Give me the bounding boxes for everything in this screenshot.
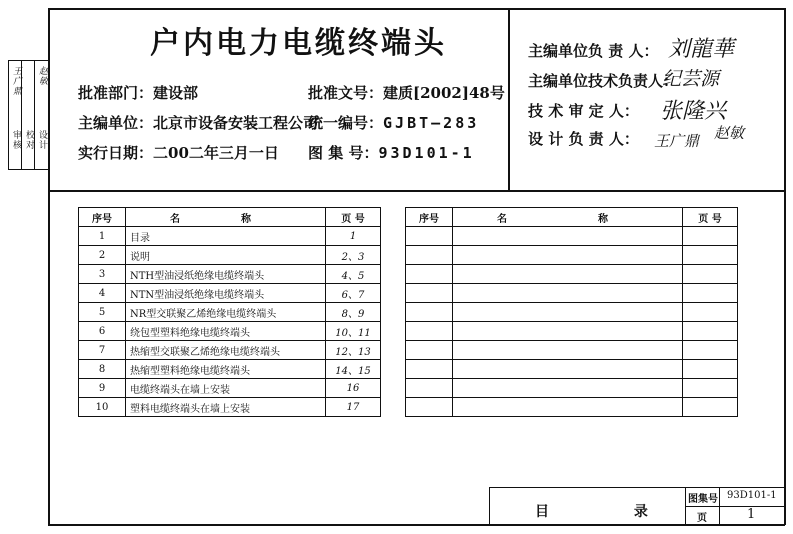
- toc-left-row-name: 绕包型塑料绝缘电缆终端头: [126, 322, 326, 341]
- resp-signature-4b: 赵敏: [714, 124, 745, 142]
- toc-left-row-page: 8、9: [326, 303, 381, 322]
- toc-right-row-no: [406, 246, 453, 265]
- resp-signature-2: 纪芸源: [662, 68, 720, 90]
- unified-no-value: GJBT—283: [383, 114, 480, 132]
- toc-left-row-name: NR型交联聚乙烯绝缘电缆终端头: [126, 303, 326, 322]
- toc-right-row-page: [683, 341, 738, 360]
- resp-label-4: 设 计 负 责 人：: [528, 130, 639, 148]
- header-vdivider: [508, 8, 510, 191]
- table-row: [406, 379, 738, 398]
- atlas-no: [308, 142, 475, 163]
- toc-left-row-no: 4: [79, 284, 126, 303]
- toc-right-row-no: [406, 379, 453, 398]
- resp-label-2: 主编单位技术负责人：: [528, 72, 679, 90]
- toc-right-table: [405, 207, 738, 417]
- margin-strip-sig2: 赵敏: [37, 66, 47, 86]
- footer-page-value: 1: [747, 507, 756, 522]
- toc-right-row-name: [453, 398, 683, 417]
- toc-left-row-no: 1: [79, 227, 126, 246]
- toc-left-row-page: 12、13: [326, 341, 381, 360]
- toc-left-header-no: 序号: [79, 208, 126, 227]
- resp-signature-1: 刘龍華: [668, 37, 735, 62]
- toc-left-row-name: 塑料电缆终端头在墙上安装: [126, 398, 326, 417]
- toc-left-row-name: 目录: [126, 227, 326, 246]
- approval-doc: 批准文号：建质[2002]48号: [308, 84, 505, 102]
- toc-right-row-name: [453, 265, 683, 284]
- toc-right-header: [406, 208, 738, 227]
- table-row: [406, 398, 738, 417]
- toc-right-row-name: [453, 246, 683, 265]
- toc-right-row-name: [453, 303, 683, 322]
- atlas-no-value: 93D101-1: [378, 144, 475, 162]
- toc-left-row-name: 说明: [126, 246, 326, 265]
- toc-left-row-no: 10: [79, 398, 126, 417]
- resp-label-3: 技 术 审 定 人：: [528, 102, 639, 120]
- toc-left-header: [79, 208, 381, 227]
- toc-left-row-name: 电缆终端头在墙上安装: [126, 379, 326, 398]
- toc-right-row-no: [406, 227, 453, 246]
- toc-right-row-name: [453, 379, 683, 398]
- toc-right-header-name-b: 称: [598, 213, 608, 225]
- table-row: [79, 398, 381, 417]
- toc-right-row-no: [406, 322, 453, 341]
- toc-right-header-page: 页 号: [683, 208, 738, 227]
- toc-right-header-name: [453, 208, 683, 227]
- margin-strip-col1: 审核: [11, 130, 21, 150]
- toc-left-row-page: 6、7: [326, 284, 381, 303]
- toc-right-row-page: [683, 284, 738, 303]
- margin-strip-col3: 设计: [37, 130, 47, 150]
- resp-signature-4: 王广鼎: [654, 132, 700, 150]
- toc-left-row-page: 10、11: [326, 322, 381, 341]
- toc-right-row-no: [406, 284, 453, 303]
- footer-atlas-value: 93D101-1: [727, 490, 777, 501]
- toc-left-row-name: NTH型油浸纸绝缘电缆终端头: [126, 265, 326, 284]
- toc-right-row-page: [683, 303, 738, 322]
- footer-title-block: [489, 487, 785, 525]
- table-row: [79, 246, 381, 265]
- toc-left-row-page: 14、15: [326, 360, 381, 379]
- footer-atlas-label: 图集号: [688, 494, 718, 505]
- toc-left-row-no: 7: [79, 341, 126, 360]
- table-row: [79, 379, 381, 398]
- table-row: [406, 341, 738, 360]
- atlas-no-label: 图 集 号：: [308, 144, 379, 162]
- toc-right-row-name: [453, 227, 683, 246]
- approval-dept: 批准部门：建设部: [78, 84, 199, 102]
- table-row: [79, 265, 381, 284]
- table-row: [406, 246, 738, 265]
- toc-right-row-name: [453, 284, 683, 303]
- toc-right-row-page: [683, 227, 738, 246]
- table-row: [406, 360, 738, 379]
- resp-signature-3: 张隆兴: [660, 99, 727, 124]
- toc-left-row-no: 8: [79, 360, 126, 379]
- margin-strip: [8, 60, 48, 170]
- table-row: [79, 341, 381, 360]
- resp-label-1: 主编单位负 责 人：: [528, 42, 659, 60]
- toc-left-row-page: 1: [326, 227, 381, 246]
- toc-right-row-no: [406, 303, 453, 322]
- toc-left-row-no: 5: [79, 303, 126, 322]
- toc-right-row-page: [683, 322, 738, 341]
- toc-left-row-no: 6: [79, 322, 126, 341]
- editor-unit: 主编单位：北京市设备安装工程公司: [78, 114, 319, 132]
- toc-right-row-name: [453, 341, 683, 360]
- toc-right-row-page: [683, 398, 738, 417]
- table-row: [406, 265, 738, 284]
- toc-left-header-name: [126, 208, 326, 227]
- footer-page-label: 页: [697, 513, 707, 524]
- table-row: [406, 227, 738, 246]
- effective-date: 实行日期：二00二年三月一日: [78, 144, 279, 162]
- margin-strip-col2: 校对: [24, 130, 34, 150]
- toc-right-header-name-a: 名: [497, 213, 507, 225]
- toc-left-row-name: NTN型油浸纸绝缘电缆终端头: [126, 284, 326, 303]
- footer-label: 目 录: [535, 504, 688, 520]
- toc-left-row-no: 2: [79, 246, 126, 265]
- document-title: 户内电力电缆终端头: [150, 26, 447, 61]
- header-divider: [48, 190, 786, 192]
- toc-right-row-name: [453, 360, 683, 379]
- table-row: [79, 303, 381, 322]
- toc-left-row-name: 热缩型交联聚乙烯绝缘电缆终端头: [126, 341, 326, 360]
- unified-no: [308, 112, 479, 133]
- toc-right-row-no: [406, 398, 453, 417]
- table-row: [79, 284, 381, 303]
- toc-right-row-no: [406, 360, 453, 379]
- table-row: [406, 303, 738, 322]
- toc-left-table: [78, 207, 381, 417]
- table-row: [79, 322, 381, 341]
- toc-right-row-name: [453, 322, 683, 341]
- toc-left-header-name-a: 名: [170, 213, 180, 225]
- toc-right-row-no: [406, 341, 453, 360]
- toc-left-row-page: 16: [326, 379, 381, 398]
- toc-left-row-name: 热缩型塑料绝缘电缆终端头: [126, 360, 326, 379]
- unified-no-label: 统一编号：: [308, 114, 384, 132]
- table-row: [406, 322, 738, 341]
- toc-left-header-page: 页 号: [326, 208, 381, 227]
- toc-right-row-page: [683, 379, 738, 398]
- table-row: [79, 227, 381, 246]
- toc-right-row-no: [406, 265, 453, 284]
- toc-right-row-page: [683, 360, 738, 379]
- toc-left-row-page: 17: [326, 398, 381, 417]
- toc-left-row-no: 9: [79, 379, 126, 398]
- table-row: [406, 284, 738, 303]
- toc-left-row-page: 2、3: [326, 246, 381, 265]
- margin-strip-sig1: 王广鼎: [11, 66, 21, 96]
- frame-top: [48, 8, 785, 10]
- toc-right-header-no: 序号: [406, 208, 453, 227]
- table-row: [79, 360, 381, 379]
- toc-left-row-no: 3: [79, 265, 126, 284]
- toc-right-row-page: [683, 265, 738, 284]
- toc-left-header-name-b: 称: [241, 213, 251, 225]
- toc-left-row-page: 4、5: [326, 265, 381, 284]
- toc-right-row-page: [683, 246, 738, 265]
- frame-right: [784, 8, 786, 525]
